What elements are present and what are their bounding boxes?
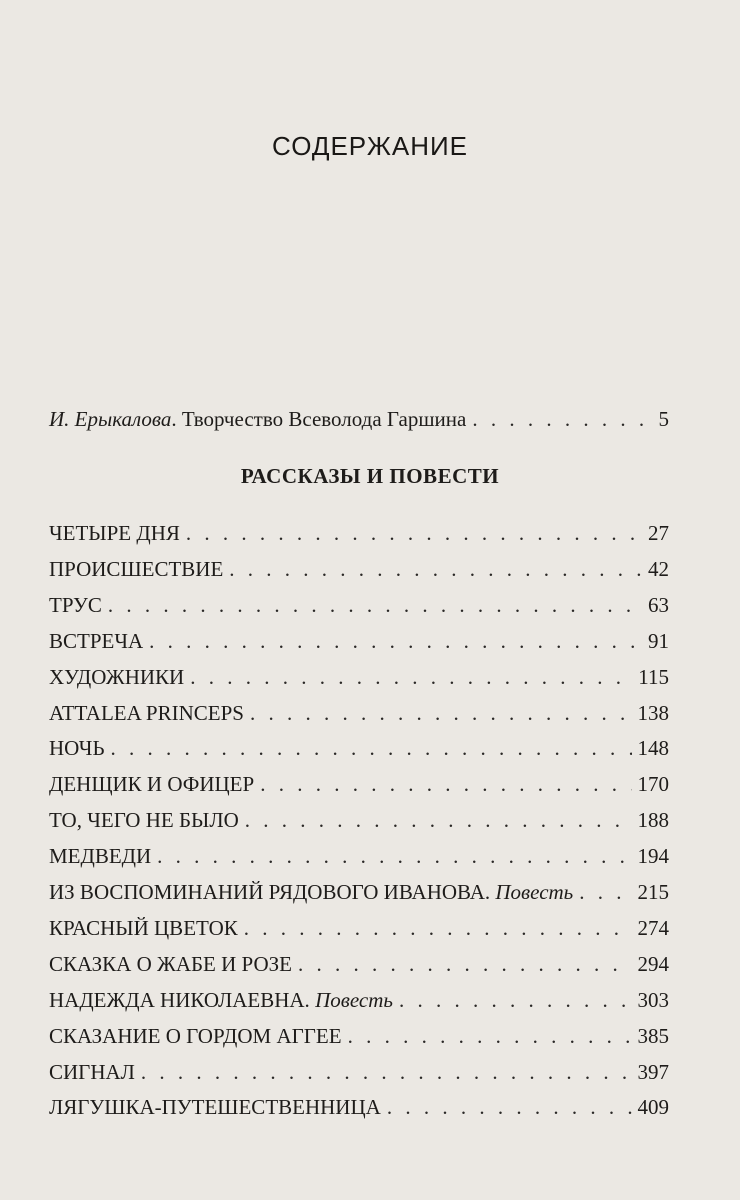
toc-entry-title [49,697,244,729]
toc-entry [49,1091,669,1123]
toc-dot-leader [472,403,652,435]
toc-dot-leader [348,1020,632,1052]
toc-entry [49,984,669,1016]
toc-entry [49,1056,669,1088]
toc-entry-title-text: СКАЗКА О ЖАБЕ И РОЗЕ [49,951,292,976]
toc-page-number: 138 [637,700,669,725]
toc-page-number: 91 [648,628,669,653]
toc-entry [49,1020,669,1052]
toc-dot-leader [108,589,642,621]
toc-dot-leader [387,1091,632,1123]
toc-page-number: 5 [658,407,669,431]
toc-dot-leader [186,517,642,549]
toc-dot-leader [260,768,631,800]
toc-page-number: 294 [637,951,669,976]
toc-entry-title [49,1091,381,1123]
toc-entry-title [49,804,239,836]
toc-entry-title [49,517,180,549]
toc-entry [49,732,669,764]
toc-entry-title [49,661,184,693]
page-title: СОДЕРЖАНИЕ [271,131,468,161]
toc-entry [49,697,669,729]
toc-entry-intro [49,403,669,435]
toc-entry-title-text: ЧЕТЫРЕ ДНЯ [49,521,180,545]
toc-entry-title-text: СКАЗАНИЕ О ГОРДОМ АГГЕЕ [49,1023,342,1048]
toc-entry-title-text: СИГНАЛ [49,1059,135,1084]
toc-dot-leader [399,984,632,1016]
toc-dot-leader [579,876,631,908]
toc-dot-leader [149,625,642,657]
toc-entry [49,517,669,549]
section-heading: РАССКАЗЫ И ПОВЕСТИ [240,464,500,488]
toc-entry-title [49,768,254,800]
toc-intro-text: Творчество Всеволода Гаршина [181,407,467,431]
toc-entry-title [49,1056,135,1088]
toc-page-number: 42 [648,556,669,581]
toc-entry [49,840,669,872]
toc-page-number: 188 [637,808,669,833]
toc-entry-title-text: ЛЯГУШКА-ПУТЕШЕСТВЕННИЦА [49,1095,381,1120]
toc-page-number: 409 [637,1095,669,1120]
toc-entry-title-text: МЕДВЕДИ [49,844,152,869]
toc-entry [49,661,669,693]
toc-entry-title-text: ДЕНЩИК И ОФИЦЕР [49,772,255,797]
toc-page-number: 63 [648,592,669,617]
toc-page-number: 170 [637,772,669,797]
toc-page-number: 303 [637,987,669,1012]
toc-dot-leader [157,840,631,872]
toc-entry-title-text: ХУДОЖНИКИ [49,664,185,689]
toc-entry [49,553,669,585]
toc-entry-title-text: ИЗ ВОСПОМИНАНИЙ РЯДОВОГО ИВАНОВА. [49,880,491,904]
toc-entry [49,768,669,800]
toc-entry-title-text: ATTALEA PRINCEPS [49,700,244,725]
toc-entry [49,876,669,908]
toc-entry-title [49,732,105,764]
toc-entry-title [49,912,238,944]
toc-entry-genre-note: Повесть [315,987,393,1012]
toc-entry-title: И. Ерыкалова. Творчество Всеволода Гаршина [49,407,467,431]
toc-entry [49,948,669,980]
toc-page-number: 148 [637,736,669,761]
toc-page-number: 215 [637,880,669,904]
toc-entry [49,625,669,657]
toc-dot-leader [111,732,632,764]
toc-dot-leader [244,912,632,944]
toc-entry-title [49,984,393,1016]
toc-entry-title-text: НОЧЬ [49,736,105,761]
toc-page-number: 27 [648,521,669,545]
toc-entry-title-text: ПРОИСШЕСТВИЕ [49,556,224,581]
toc-entry [49,912,669,944]
toc-dot-leader [298,948,632,980]
toc-entry-title-text: ВСТРЕЧА [49,628,144,653]
toc-entry [49,589,669,621]
toc-entry-title [49,589,102,621]
toc-author: И. Ерыкалова [49,407,172,431]
toc-entry-title [49,948,292,980]
toc-dot-leader [250,697,632,729]
toc-entry-title-text: НАДЕЖДА НИКОЛАЕВНА. [49,987,310,1012]
toc-page-number: 397 [637,1059,669,1084]
toc-entry-title-text: ТРУС [49,592,102,617]
toc-page-number: 194 [637,844,669,869]
toc-entry-title [49,1020,342,1052]
toc-entry-genre-note: Повесть [495,880,574,904]
toc-page-number: 115 [638,664,669,689]
toc-entry-title-text: ТО, ЧЕГО НЕ БЫЛО [49,808,239,833]
toc-page-number: 385 [637,1023,669,1048]
toc-entry-title [49,876,573,908]
toc-entry-title [49,553,223,585]
toc-dot-leader [141,1056,632,1088]
toc-entry-title-text: КРАСНЫЙ ЦВЕТОК [49,915,238,940]
toc-dot-leader [245,804,632,836]
toc-dot-leader [190,661,632,693]
toc-entry [49,804,669,836]
toc-dot-leader [229,553,642,585]
toc-entry-title [49,840,151,872]
toc-entry-title [49,625,143,657]
toc-page-number: 274 [637,915,669,940]
